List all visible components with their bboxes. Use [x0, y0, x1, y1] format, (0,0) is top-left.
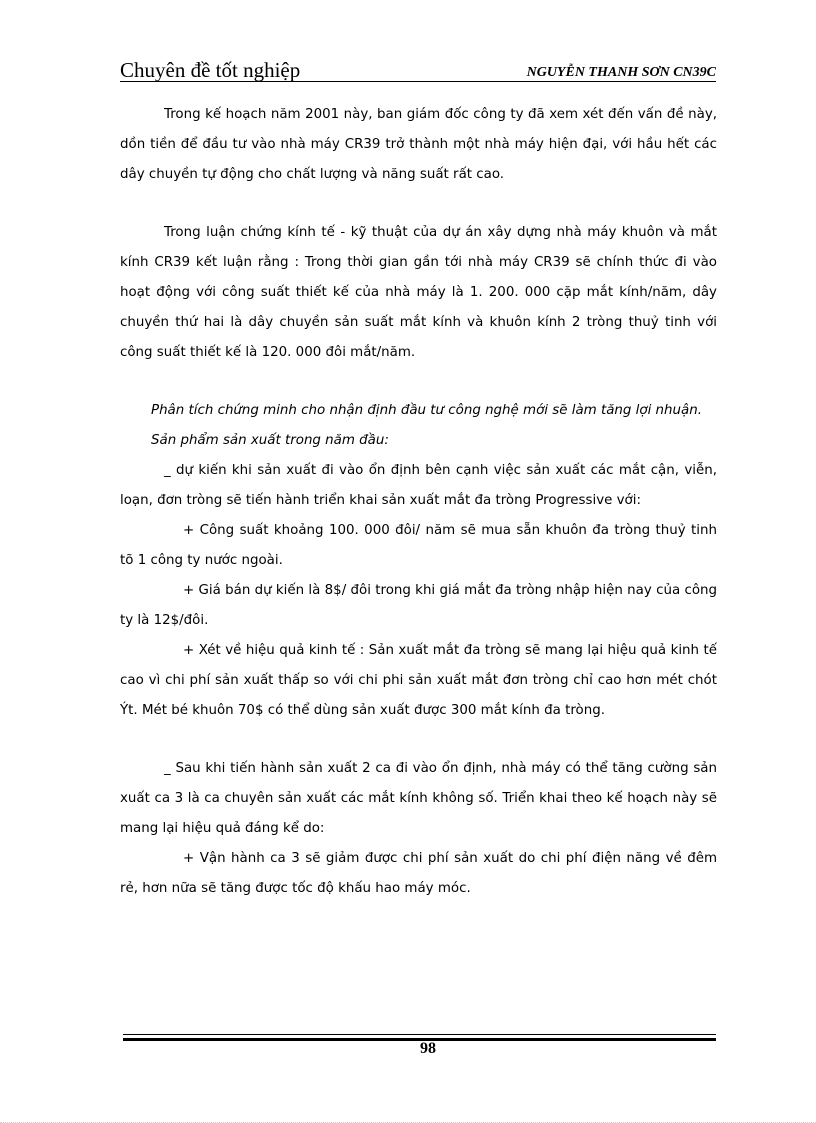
heading-first-year-products: Sản phẩm sản xuất trong năm đầu:	[151, 433, 389, 448]
paragraph-investment-plan: Trong kế hoạch năm 2001 này, ban giám đốc công ty đã xem xét đến vấn đề này, dồn tiền để đầu tư vào nhà máy CR39 trở thành một nhà máy hiện đại, với hầu hết các dây chuyền tự động cho chất lượng và năng suất rất cao.	[120, 107, 717, 182]
paragraph-third-shift: _ Sau khi tiến hành sản xuất 2 ca đi vào ổn định, nhà máy có thể tăng cường sản xuất ca 3 là ca chuyên sản xuất các mắt kính không số. Triển khai theo kế hoạch này sẽ mang lại hiệu quả đáng kể do:	[120, 761, 717, 836]
document-body	[120, 100, 717, 904]
bullet-price: + Giá bán dự kiến là 8$/ đôi trong khi giá mắt đa tròng nhập hiện nay của công ty là 12$/đôi.	[120, 583, 717, 628]
heading-analysis: Phân tích chứng minh cho nhận định đầu tư công nghệ mới sẽ làm tăng lợi nhuận.	[151, 403, 702, 418]
bullet-economic-efficiency: + Xét về hiệu quả kinh tế : Sản xuất mắt đa tròng sẽ mang lại hiệu quả kinh tế cao vì chi phí sản xuất thấp so với chi phi sản xuất mắt đơn tròng chỉ cao hơn mét chót Ýt. Mét bé khuôn 70$ có thể dùng sản xuất được 300 mắt kính đa tròng.	[120, 643, 717, 718]
footer-thin-rule	[123, 1034, 716, 1035]
header-underline	[120, 81, 716, 82]
paragraph-feasibility-study: Trong luận chứng kính tế - kỹ thuật của dự án xây dựng nhà máy khuôn và mắt kính CR39 kết luận rằng : Trong thời gian gần tới nhà máy CR39 sẽ chính thức đi vào hoạt động với công suất thiết kế của nhà máy là 1. 200. 000 cặp mắt kính/năm, dây chuyền thứ hai là dây chuyền sản suất mắt kính và khuôn kính 2 tròng thuỷ tinh với công suất thiết kế là 120. 000 đôi mắt/năm.	[120, 225, 717, 360]
author-name: NGUYỄN THANH SƠN CN39C	[526, 65, 716, 80]
page-header	[120, 58, 716, 84]
paragraph-expected-production: _ dự kiến khi sản xuất đi vào ổn định bên cạnh việc sản xuất các mắt cận, viễn, loạn, đơn tròng sẽ tiến hành triển khai sản xuất mắt đa tròng Progressive với:	[120, 463, 717, 508]
page-number: 98	[420, 1040, 436, 1057]
bullet-third-shift-benefit: + Vận hành ca 3 sẽ giảm được chi phí sản xuất do chi phí điện năng về đêm rẻ, hơn nữa sẽ tăng được tốc độ khấu hao máy móc.	[120, 851, 717, 896]
bullet-capacity: + Công suất khoảng 100. 000 đôi/ năm sẽ mua sẵn khuôn đa tròng thuỷ tinh tõ 1 công ty nước ngoài.	[120, 523, 717, 568]
document-title: Chuyên đề tốt nghiệp	[120, 58, 301, 82]
